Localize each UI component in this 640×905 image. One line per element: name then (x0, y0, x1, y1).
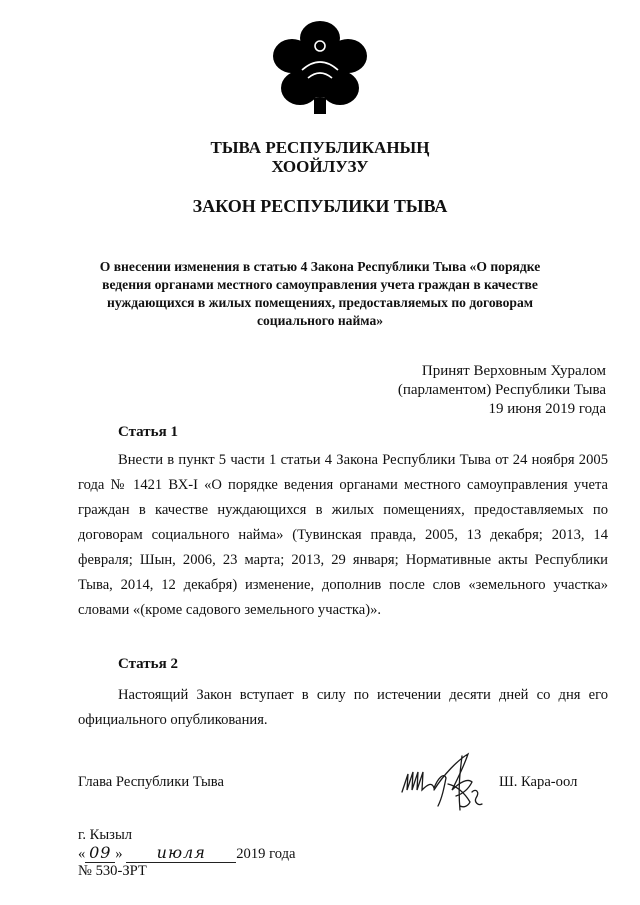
law-number: № 530-ЗРТ (78, 863, 147, 879)
subject-line-2: ведения органами местного самоуправления учета граждан в качестве (102, 277, 538, 292)
article-2-title: Статья 2 (118, 656, 178, 672)
signatory-position: Глава Республики Тыва (78, 774, 224, 790)
tuva-emblem-icon (270, 20, 370, 116)
date-month: июля (126, 844, 236, 863)
handwritten-signature (398, 748, 490, 814)
date-year: 2019 года (236, 846, 296, 862)
header-line-2: ХООЙЛУЗУ (271, 157, 369, 176)
date-quote-close: » (115, 846, 123, 862)
law-subject (80, 258, 560, 330)
law-title: ЗАКОН РЕСПУБЛИКИ ТЫВА (192, 196, 448, 216)
adopted-line-1: Принят Верховным Хуралом (421, 363, 606, 379)
date-quote-open: « (78, 846, 86, 862)
subject-line-1: О внесении изменения в статью 4 Закона Республики Тыва «О порядке (99, 259, 541, 274)
date-day: 09 (85, 844, 115, 863)
article-1-text: Внести в пункт 5 части 1 статьи 4 Закона Республики Тыва от 24 ноября 2005 года № 1421 ВХ-I «О порядке ведения органами местного самоуправления учета граждан в качестве нуждающихся в жилых помещениях, предоставляемых по договорам социального найма» (Тувинская правда, 2005, 13 декабря; 2013, 14 февраля; Шын, 2006, 23 марта; 2013, 29 января; Нормативные акты Республики Тыва, 2014, 12 декабря) изменение, дополнив после слов «земельного участка» словами «(кроме садового земельного участка)». (78, 452, 608, 618)
header-line-1: ТЫВА РЕСПУБЛИКАНЫҢ (210, 138, 430, 157)
article-2-text: Настоящий Закон вступает в силу по истечении десяти дней со дня его официального опубликования. (78, 687, 608, 728)
article-1-title: Статья 1 (118, 424, 178, 440)
place: г. Кызыл (78, 827, 133, 843)
subject-line-4: социального найма» (256, 313, 384, 328)
adopted-line-3: 19 июня 2019 года (488, 401, 606, 417)
adopted-line-2: (парламентом) Республики Тыва (397, 382, 606, 398)
date-line (78, 844, 296, 863)
subject-line-3: нуждающихся в жилых помещениях, предоставляемых по договорам (106, 295, 533, 310)
adoption-block (286, 362, 606, 419)
signatory-name: Ш. Кара-оол (499, 774, 578, 790)
